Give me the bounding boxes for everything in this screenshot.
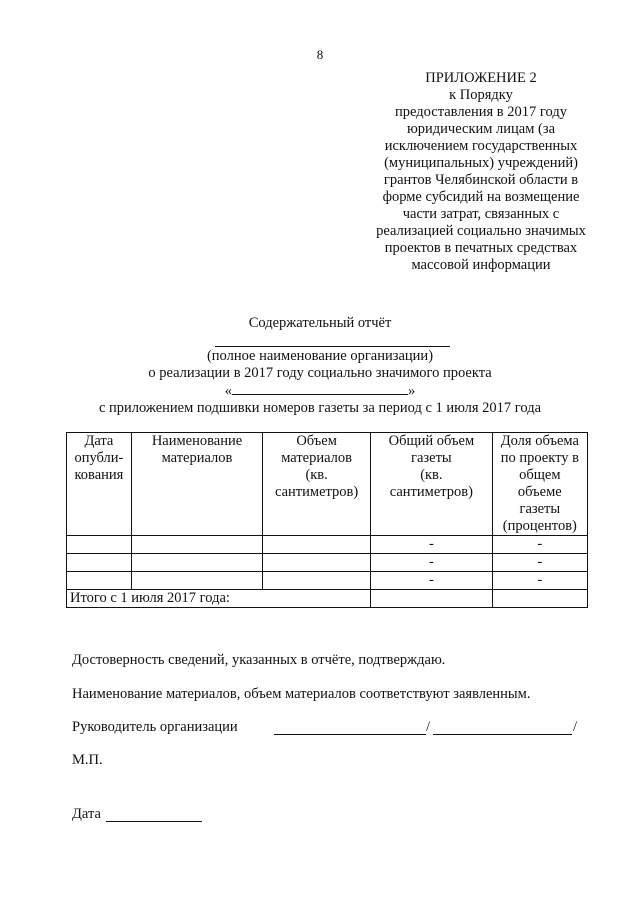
signature-label: Руководитель организации [72,719,238,735]
header-line: материалов [281,450,353,466]
table-cell[interactable]: - [492,572,587,590]
header-line: Общий объем [388,433,475,449]
total-cell[interactable] [492,590,587,608]
header-line: Дата [84,433,114,449]
total-label: Итого с 1 июля 2017 года: [67,590,371,608]
appendix-line: форме субсидий на возмещение [382,189,580,205]
confirmation-statement: Достоверность сведений, указанных в отчёте, подтверждаю. [72,652,446,668]
date-blank[interactable] [106,821,202,822]
header-line: (кв. [420,467,443,483]
header-material-volume [263,433,371,536]
table-cell[interactable] [67,554,132,572]
appendix-line: ПРИЛОЖЕНИЕ 2 [425,70,537,86]
date-label: Дата [72,806,101,822]
quote-open: « [224,383,232,399]
header-line: Наименование [151,433,243,449]
report-table [66,432,588,608]
table-cell[interactable]: - [492,554,587,572]
appendix-line: грантов Челябинской области в [383,172,579,188]
table-cell[interactable] [131,554,262,572]
attachment-line: с приложением подшивки номеров газеты за период с 1 июля 2017 года [98,400,542,416]
table-cell[interactable] [131,572,262,590]
signature-blank[interactable] [274,734,426,735]
table-cell[interactable]: - [492,536,587,554]
conformity-statement: Наименование материалов, объем материалов соответствуют заявленным. [72,686,531,702]
report-title: Содержательный отчёт [248,315,392,331]
project-name-blank[interactable] [232,381,408,395]
signature-slash: / [426,719,431,735]
table-total-row [67,590,588,608]
table-cell[interactable] [67,572,132,590]
table-row [67,536,588,554]
table-cell[interactable] [263,554,371,572]
appendix-line: части затрат, связанных с [402,206,560,222]
header-line: Объем [296,433,337,449]
appendix-line: массовой информации [411,257,551,273]
table-header-row [67,433,588,536]
header-line: опубли- [74,450,124,466]
appendix-line: к Порядку [449,87,513,103]
appendix-line: (муниципальных) учреждений) [384,155,578,171]
header-line: объеме [517,484,562,500]
table-cell[interactable]: - [371,536,493,554]
appendix-line: проектов в печатных средствах [384,240,578,256]
quote-close: » [408,383,416,399]
table-cell[interactable]: - [371,572,493,590]
table-cell[interactable] [67,536,132,554]
appendix-line: исключением государственных [384,138,578,154]
project-name-line [0,381,640,400]
total-cell[interactable] [371,590,493,608]
signature-slash-end: / [573,719,578,735]
header-line: (процентов) [502,518,577,534]
header-project-share [492,433,587,536]
header-line: сантиметров) [275,484,359,500]
appendix-line: предоставления в 2017 году [395,104,567,120]
header-line: газеты [519,501,561,517]
header-line: сантиметров) [389,484,473,500]
appendix-line: юридическим лицам (за [406,121,556,137]
appendix-header [362,70,600,274]
header-line: газеты [411,450,452,466]
header-line: по проекту в [500,450,579,466]
header-line: кования [74,467,124,483]
header-newspaper-volume [371,433,493,536]
header-material-name [131,433,262,536]
signature-name-blank[interactable] [433,734,572,735]
header-line: (кв. [305,467,328,483]
appendix-line: реализацией социально значимых [376,223,586,239]
header-publication-date [67,433,132,536]
table-cell[interactable] [263,572,371,590]
table-cell[interactable]: - [371,554,493,572]
page-number: 8 [316,47,324,62]
project-line: о реализации в 2017 году социально значимого проекта [148,365,492,381]
header-line: Доля объема [500,433,579,449]
table-row [67,554,588,572]
table-cell[interactable] [131,536,262,554]
header-line: материалов [161,450,233,466]
organization-name-blank[interactable] [215,346,450,347]
header-line: общем [519,467,561,483]
table-cell[interactable] [263,536,371,554]
organization-caption: (полное наименование организации) [206,348,434,364]
table-row [67,572,588,590]
stamp-label: М.П. [72,752,103,768]
